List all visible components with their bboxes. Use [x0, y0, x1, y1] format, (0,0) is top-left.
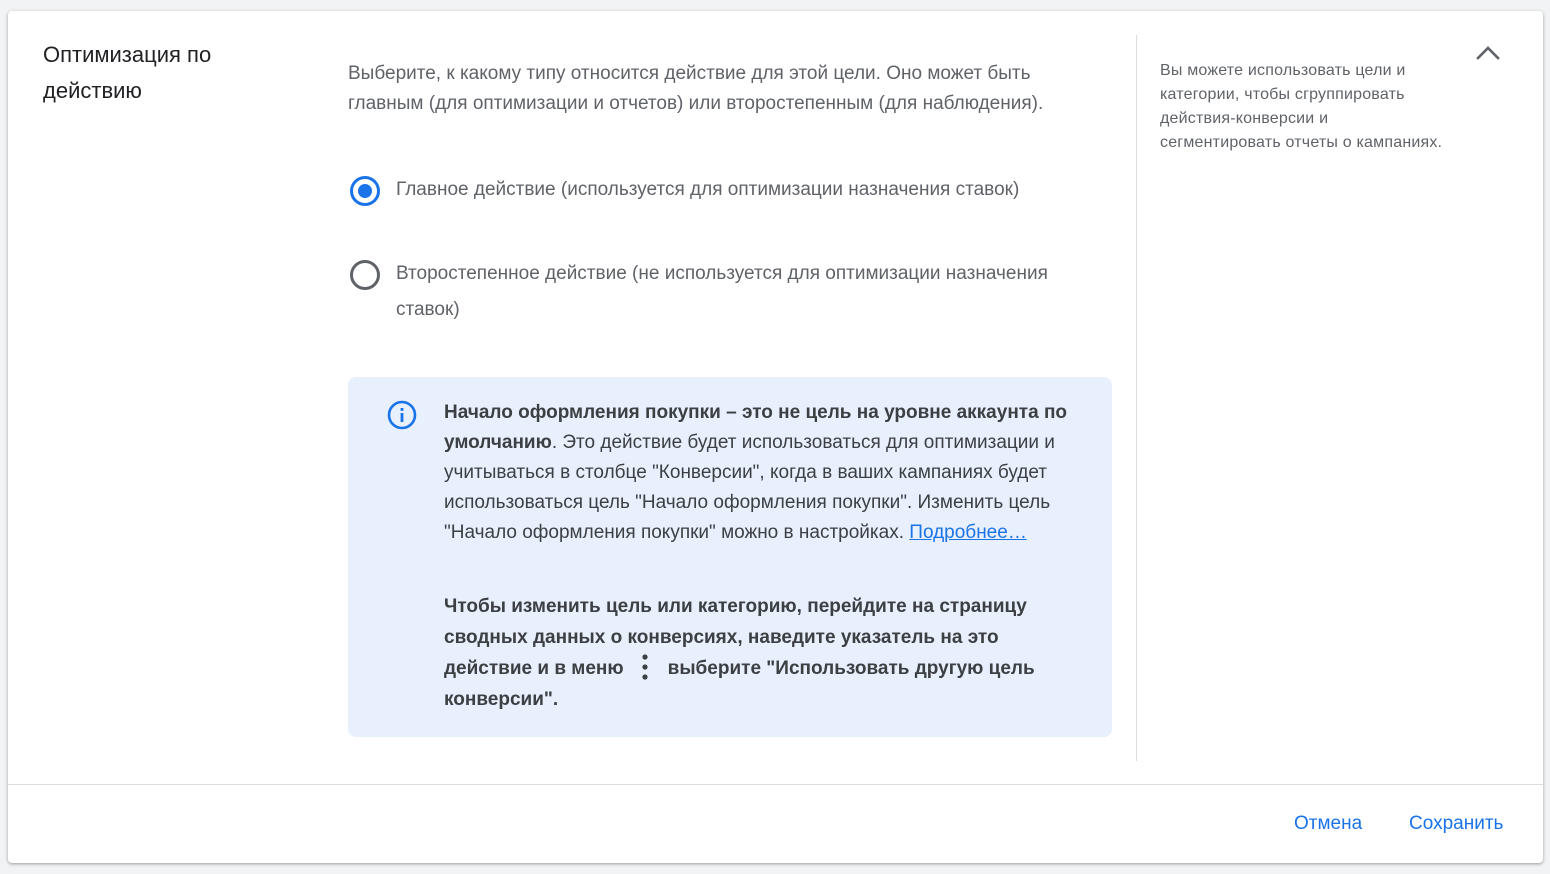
info-body: . Это действие будет использоваться для оптимизации и учитываться в столбце "Конверсии", когда в ваших кампаниях будет использоваться цель "Начало оформления покупки". Изменить цель "Начало оформления покупки" можно в настройках.: [444, 432, 1055, 543]
radio-option-secondary[interactable]: [348, 256, 1068, 328]
radio-label-primary[interactable]: Главное действие (используется для оптимизации назначения ставок): [396, 179, 1020, 200]
more-vert-icon: [642, 654, 648, 680]
radio-label-secondary[interactable]: Второстепенное действие (не используется для оптимизации назначения ставок): [396, 263, 1048, 320]
chevron-up-icon[interactable]: [1470, 35, 1506, 71]
radio-button-secondary[interactable]: [350, 260, 380, 290]
instruction-text: [444, 591, 1089, 715]
save-button[interactable]: Сохранить: [1409, 813, 1504, 834]
learn-more-link[interactable]: Подробнее…: [909, 522, 1027, 543]
info-text: [444, 398, 1084, 548]
radio-option-primary[interactable]: [348, 172, 1068, 208]
vertical-divider: [1136, 35, 1137, 761]
instruction-part1: Чтобы изменить цель или категорию, перейдите на страницу сводных данных о конверсиях, наведите указатель на это действие и в меню: [444, 596, 1027, 679]
description-text: Выберите, к какому типу относится действие для этой цели. Оно может быть главным (для оптимизации и отчетов) или второстепенным (для наблюдения).: [348, 63, 1044, 114]
cancel-button[interactable]: Отмена: [1294, 813, 1363, 834]
info-box: [348, 377, 1112, 737]
action-optimization-panel: [8, 11, 1543, 863]
info-icon: [386, 399, 418, 431]
section-title: Оптимизация по действию: [43, 42, 212, 103]
info-bold-lead: Начало оформления покупки – это не цель на уровне аккаунта по умолчанию: [444, 402, 1068, 453]
instruction-part2: выберите "Использовать другую цель конверсии".: [444, 658, 1035, 710]
radio-button-primary[interactable]: [350, 176, 380, 206]
footer-divider: [8, 784, 1543, 785]
help-text: Вы можете использовать цели и категории, чтобы сгруппировать действия-конверсии и сегментировать отчеты о кампаниях.: [1160, 62, 1443, 151]
